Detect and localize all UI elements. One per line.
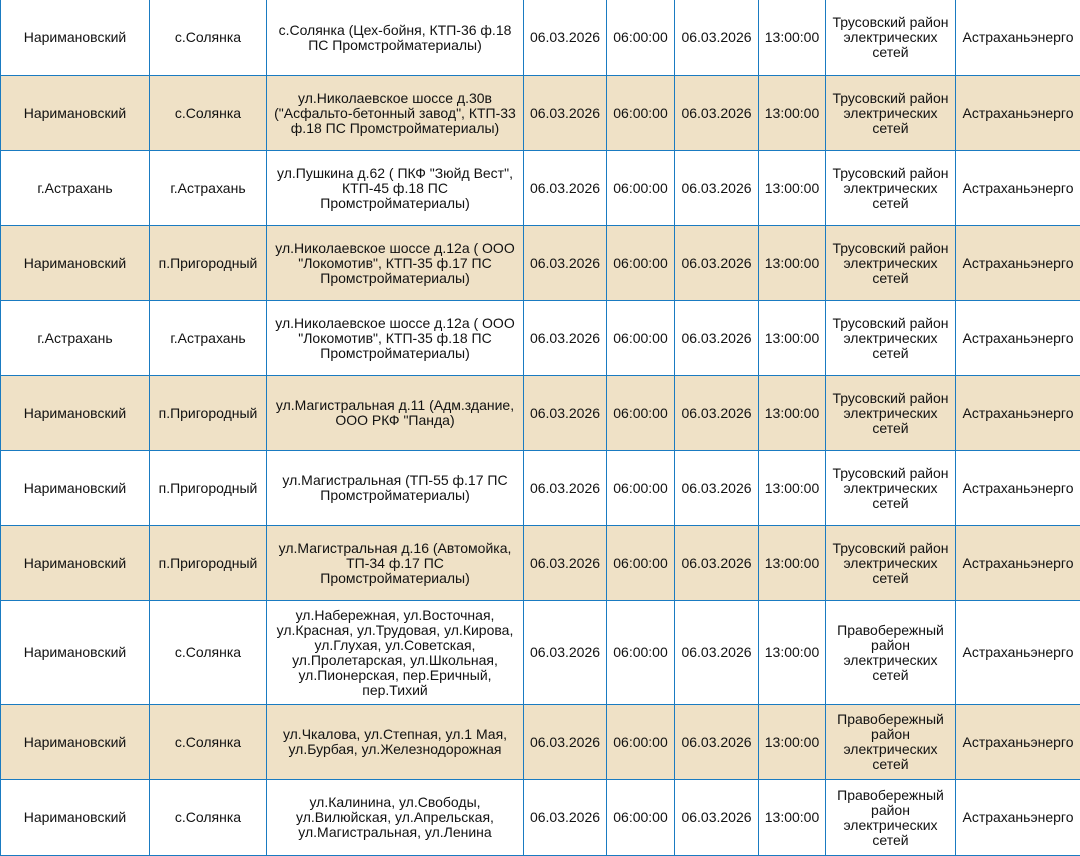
address-cell: ул.Николаевское шоссе д.12а ( ООО "Локомотив", КТП-35 ф.18 ПС Промстройматериалы) [267, 301, 524, 376]
company-cell: Астраханьэнерго [956, 451, 1080, 526]
end-time-cell: 13:00:00 [759, 151, 826, 226]
network-district-cell: Трусовский район электрических сетей [826, 76, 956, 151]
end-date-cell: 06.03.2026 [675, 705, 759, 780]
company-cell: Астраханьэнерго [956, 151, 1080, 226]
company-cell: Астраханьэнерго [956, 301, 1080, 376]
company-cell: Астраханьэнерго [956, 0, 1080, 76]
company-cell: Астраханьэнерго [956, 526, 1080, 601]
company-cell: Астраханьэнерго [956, 76, 1080, 151]
start-time-cell: 06:00:00 [607, 705, 675, 780]
company-cell: Астраханьэнерго [956, 601, 1080, 705]
table-row [1, 301, 1080, 376]
table-row [1, 526, 1080, 601]
end-date-cell: 06.03.2026 [675, 151, 759, 226]
district-cell: г.Астрахань [1, 151, 150, 226]
table-row [1, 0, 1080, 76]
end-time-cell: 13:00:00 [759, 451, 826, 526]
company-cell: Астраханьэнерго [956, 226, 1080, 301]
table-row [1, 705, 1080, 780]
table-row [1, 151, 1080, 226]
address-cell: ул.Чкалова, ул.Степная, ул.1 Мая, ул.Бурбая, ул.Железнодорожная [267, 705, 524, 780]
end-date-cell: 06.03.2026 [675, 376, 759, 451]
end-time-cell: 13:00:00 [759, 526, 826, 601]
end-date-cell: 06.03.2026 [675, 601, 759, 705]
end-time-cell: 13:00:00 [759, 0, 826, 76]
start-date-cell: 06.03.2026 [524, 451, 607, 526]
start-time-cell: 06:00:00 [607, 601, 675, 705]
district-cell: Наримановский [1, 451, 150, 526]
locality-cell: с.Солянка [150, 705, 267, 780]
end-date-cell: 06.03.2026 [675, 780, 759, 856]
table-row [1, 76, 1080, 151]
start-date-cell: 06.03.2026 [524, 301, 607, 376]
start-date-cell: 06.03.2026 [524, 780, 607, 856]
district-cell: Наримановский [1, 226, 150, 301]
district-cell: Наримановский [1, 76, 150, 151]
start-date-cell: 06.03.2026 [524, 376, 607, 451]
locality-cell: с.Солянка [150, 601, 267, 705]
end-time-cell: 13:00:00 [759, 780, 826, 856]
company-cell: Астраханьэнерго [956, 780, 1080, 856]
district-cell: Наримановский [1, 780, 150, 856]
end-date-cell: 06.03.2026 [675, 451, 759, 526]
end-date-cell: 06.03.2026 [675, 301, 759, 376]
table-row [1, 601, 1080, 705]
start-time-cell: 06:00:00 [607, 151, 675, 226]
end-date-cell: 06.03.2026 [675, 526, 759, 601]
table-body [1, 0, 1080, 856]
network-district-cell: Трусовский район электрических сетей [826, 451, 956, 526]
locality-cell: п.Пригородный [150, 526, 267, 601]
end-time-cell: 13:00:00 [759, 226, 826, 301]
end-date-cell: 06.03.2026 [675, 0, 759, 76]
address-cell: ул.Магистральная д.16 (Автомойка, ТП-34 ф.17 ПС Промстройматериалы) [267, 526, 524, 601]
locality-cell: п.Пригородный [150, 451, 267, 526]
start-time-cell: 06:00:00 [607, 526, 675, 601]
start-time-cell: 06:00:00 [607, 376, 675, 451]
table-row [1, 451, 1080, 526]
company-cell: Астраханьэнерго [956, 376, 1080, 451]
address-cell: ул.Набережная, ул.Восточная, ул.Красная, ул.Трудовая, ул.Кирова, ул.Глухая, ул.Советская, ул.Пролетарская, ул.Школьная, ул.Пионерская, пер.Еричный, пер.Тихий [267, 601, 524, 705]
address-cell: ул.Калинина, ул.Свободы, ул.Вилюйская, ул.Апрельская, ул.Магистральная, ул.Ленина [267, 780, 524, 856]
table-row [1, 226, 1080, 301]
table-row [1, 780, 1080, 856]
locality-cell: с.Солянка [150, 76, 267, 151]
network-district-cell: Правобережный район электрических сетей [826, 780, 956, 856]
address-cell: ул.Пушкина д.62 ( ПКФ "Зюйд Вест", КТП-45 ф.18 ПС Промстройматериалы) [267, 151, 524, 226]
start-time-cell: 06:00:00 [607, 76, 675, 151]
network-district-cell: Трусовский район электрических сетей [826, 526, 956, 601]
end-time-cell: 13:00:00 [759, 301, 826, 376]
network-district-cell: Трусовский район электрических сетей [826, 226, 956, 301]
address-cell: ул.Николаевское шоссе д.12а ( ООО "Локомотив", КТП-35 ф.17 ПС Промстройматериалы) [267, 226, 524, 301]
start-date-cell: 06.03.2026 [524, 601, 607, 705]
address-cell: с.Солянка (Цех-бойня, КТП-36 ф.18 ПС Промстройматериалы) [267, 0, 524, 76]
start-time-cell: 06:00:00 [607, 0, 675, 76]
company-cell: Астраханьэнерго [956, 705, 1080, 780]
network-district-cell: Трусовский район электрических сетей [826, 376, 956, 451]
address-cell: ул.Магистральная д.11 (Адм.здание, ООО РКФ "Панда) [267, 376, 524, 451]
locality-cell: г.Астрахань [150, 301, 267, 376]
start-time-cell: 06:00:00 [607, 301, 675, 376]
network-district-cell: Правобережный район электрических сетей [826, 705, 956, 780]
table-row [1, 376, 1080, 451]
start-date-cell: 06.03.2026 [524, 226, 607, 301]
locality-cell: п.Пригородный [150, 376, 267, 451]
start-date-cell: 06.03.2026 [524, 526, 607, 601]
end-date-cell: 06.03.2026 [675, 226, 759, 301]
network-district-cell: Трусовский район электрических сетей [826, 301, 956, 376]
start-date-cell: 06.03.2026 [524, 151, 607, 226]
start-date-cell: 06.03.2026 [524, 0, 607, 76]
locality-cell: с.Солянка [150, 0, 267, 76]
locality-cell: п.Пригородный [150, 226, 267, 301]
district-cell: Наримановский [1, 705, 150, 780]
district-cell: г.Астрахань [1, 301, 150, 376]
locality-cell: с.Солянка [150, 780, 267, 856]
address-cell: ул.Магистральная (ТП-55 ф.17 ПС Промстройматериалы) [267, 451, 524, 526]
end-time-cell: 13:00:00 [759, 76, 826, 151]
end-time-cell: 13:00:00 [759, 376, 826, 451]
address-cell: ул.Николаевское шоссе д.30в ("Асфальто-бетонный завод", КТП-33 ф.18 ПС Промстройматериалы) [267, 76, 524, 151]
start-date-cell: 06.03.2026 [524, 705, 607, 780]
start-time-cell: 06:00:00 [607, 451, 675, 526]
district-cell: Наримановский [1, 0, 150, 76]
district-cell: Наримановский [1, 526, 150, 601]
district-cell: Наримановский [1, 601, 150, 705]
end-time-cell: 13:00:00 [759, 705, 826, 780]
network-district-cell: Трусовский район электрических сетей [826, 151, 956, 226]
network-district-cell: Трусовский район электрических сетей [826, 0, 956, 76]
start-date-cell: 06.03.2026 [524, 76, 607, 151]
district-cell: Наримановский [1, 376, 150, 451]
start-time-cell: 06:00:00 [607, 226, 675, 301]
end-date-cell: 06.03.2026 [675, 76, 759, 151]
locality-cell: г.Астрахань [150, 151, 267, 226]
end-time-cell: 13:00:00 [759, 601, 826, 705]
start-time-cell: 06:00:00 [607, 780, 675, 856]
network-district-cell: Правобережный район электрических сетей [826, 601, 956, 705]
